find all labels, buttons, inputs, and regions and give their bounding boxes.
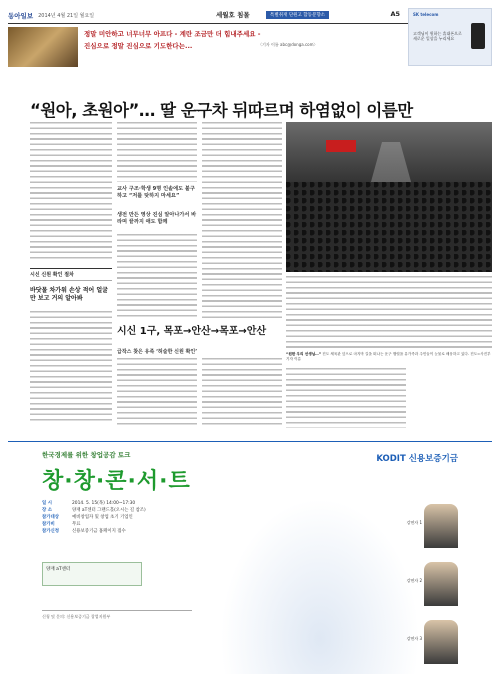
ad-brand: SK telecom <box>413 12 439 17</box>
ad-copy: 고객님이 원하는 휴대폰으로 새로운 일상을 누리세요 <box>413 31 462 41</box>
ad-title: 창·창·콘·서·트 <box>42 469 191 494</box>
phone-image <box>471 23 485 49</box>
issue-date: 2014년 4월 21일 월요일 <box>38 13 95 19</box>
speaker-name-2: 강연자 2 <box>406 578 422 583</box>
info-box <box>30 268 112 428</box>
teaser-strip <box>8 27 404 67</box>
second-subheading: 급작스 찾은 유족 ‘허술한 신원 확인’ <box>117 349 198 355</box>
article-column-3 <box>202 122 282 318</box>
newspaper-logo: 동아일보 <box>8 12 34 20</box>
subheading-2: 생전 만든 영상 진심 알아나가서 바라며 끝까지 애도 함께 <box>117 212 197 225</box>
teaser-photo <box>8 27 78 67</box>
main-headline: “원아, 초원아”… 딸 운구차 뒤따르며 하염없이 이름만 <box>30 101 413 120</box>
ad-info-row: 일 시 2014. 5. 15(목) 14:00~17:30 <box>42 501 136 506</box>
info-box-body <box>30 311 112 423</box>
article-column-2b <box>117 234 197 318</box>
info-box-headline: 바닷물 차가워 손상 적어 얼굴만 보고 거의 알아봐 <box>30 287 108 302</box>
second-article-col-2 <box>202 358 282 428</box>
subheading-1: 교사 구조·학생 9명 인솔에도 불구하고 “저를 탓하지 마세요” <box>117 186 195 199</box>
speaker-photo-2 <box>424 562 458 606</box>
photo-caption <box>286 352 492 362</box>
article-column-4 <box>286 276 492 348</box>
speaker-photo-1 <box>424 504 458 548</box>
page-number: A5 <box>390 10 400 18</box>
ad-contact: 신청 및 문의: 신용보증기금 창업지원부 <box>42 610 192 664</box>
teaser-quote-2: 진심으로 정말 진심으로 기도한다는... <box>84 42 193 50</box>
caption-text: 진도 체육관 앞으로 마지막 길을 떠나는 운구 행렬을 유가족과 주민들이 눈물로 배웅하고 있다. 진도=사진부 기자 이름 <box>286 352 491 361</box>
article-column-2a <box>117 122 197 182</box>
ad-info-row: 참가대상 예비창업자 및 창업 초기 기업인 <box>42 515 133 520</box>
section-tag: 특별취재 단원고 합동분향소 <box>266 11 329 19</box>
ad-tagline: 한국경제를 위한 창업공감 토크 <box>42 451 131 459</box>
second-article-col-1 <box>117 358 197 428</box>
caption-title: “원한 우리 선생님…” <box>286 352 322 356</box>
bottom-advertisement[interactable] <box>8 441 492 683</box>
teaser-quote-1: 정말 미안하고 너무너무 아프다 - 계란 조금만 더 힘내주세요 - <box>84 30 261 38</box>
ad-info-row: 장 소 양재 aT센터 그랜드홀(오시는 길 참조) <box>42 508 146 513</box>
second-headline: 시신 1구, 목포→안산→목포→안산 <box>117 326 267 337</box>
top-advertisement[interactable] <box>408 8 492 66</box>
speaker-name-3: 강연자 3 <box>406 636 422 641</box>
speaker-photo-3 <box>424 620 458 664</box>
article-column-1 <box>30 122 112 262</box>
funeral-procession-photo <box>286 122 492 272</box>
ad-info-row: 참가신청 신용보증기금 홈페이지 접수 <box>42 529 126 534</box>
ad-organization: KODIT 신용보증기금 <box>376 454 458 464</box>
second-article-col-3 <box>286 368 406 428</box>
teaser-byline: 〈기자 이름 abc@donga.com〉 <box>258 42 318 47</box>
info-box-title: 시신 신원 확인 절차 <box>30 269 112 281</box>
section-title: 세월호 침몰 <box>216 11 250 19</box>
ad-info-row: 참가비 무료 <box>42 522 81 527</box>
ad-info <box>42 500 222 535</box>
venue-badge: 양재 aT센터 <box>42 562 142 586</box>
speaker-name-1: 강연자 1 <box>406 520 422 525</box>
